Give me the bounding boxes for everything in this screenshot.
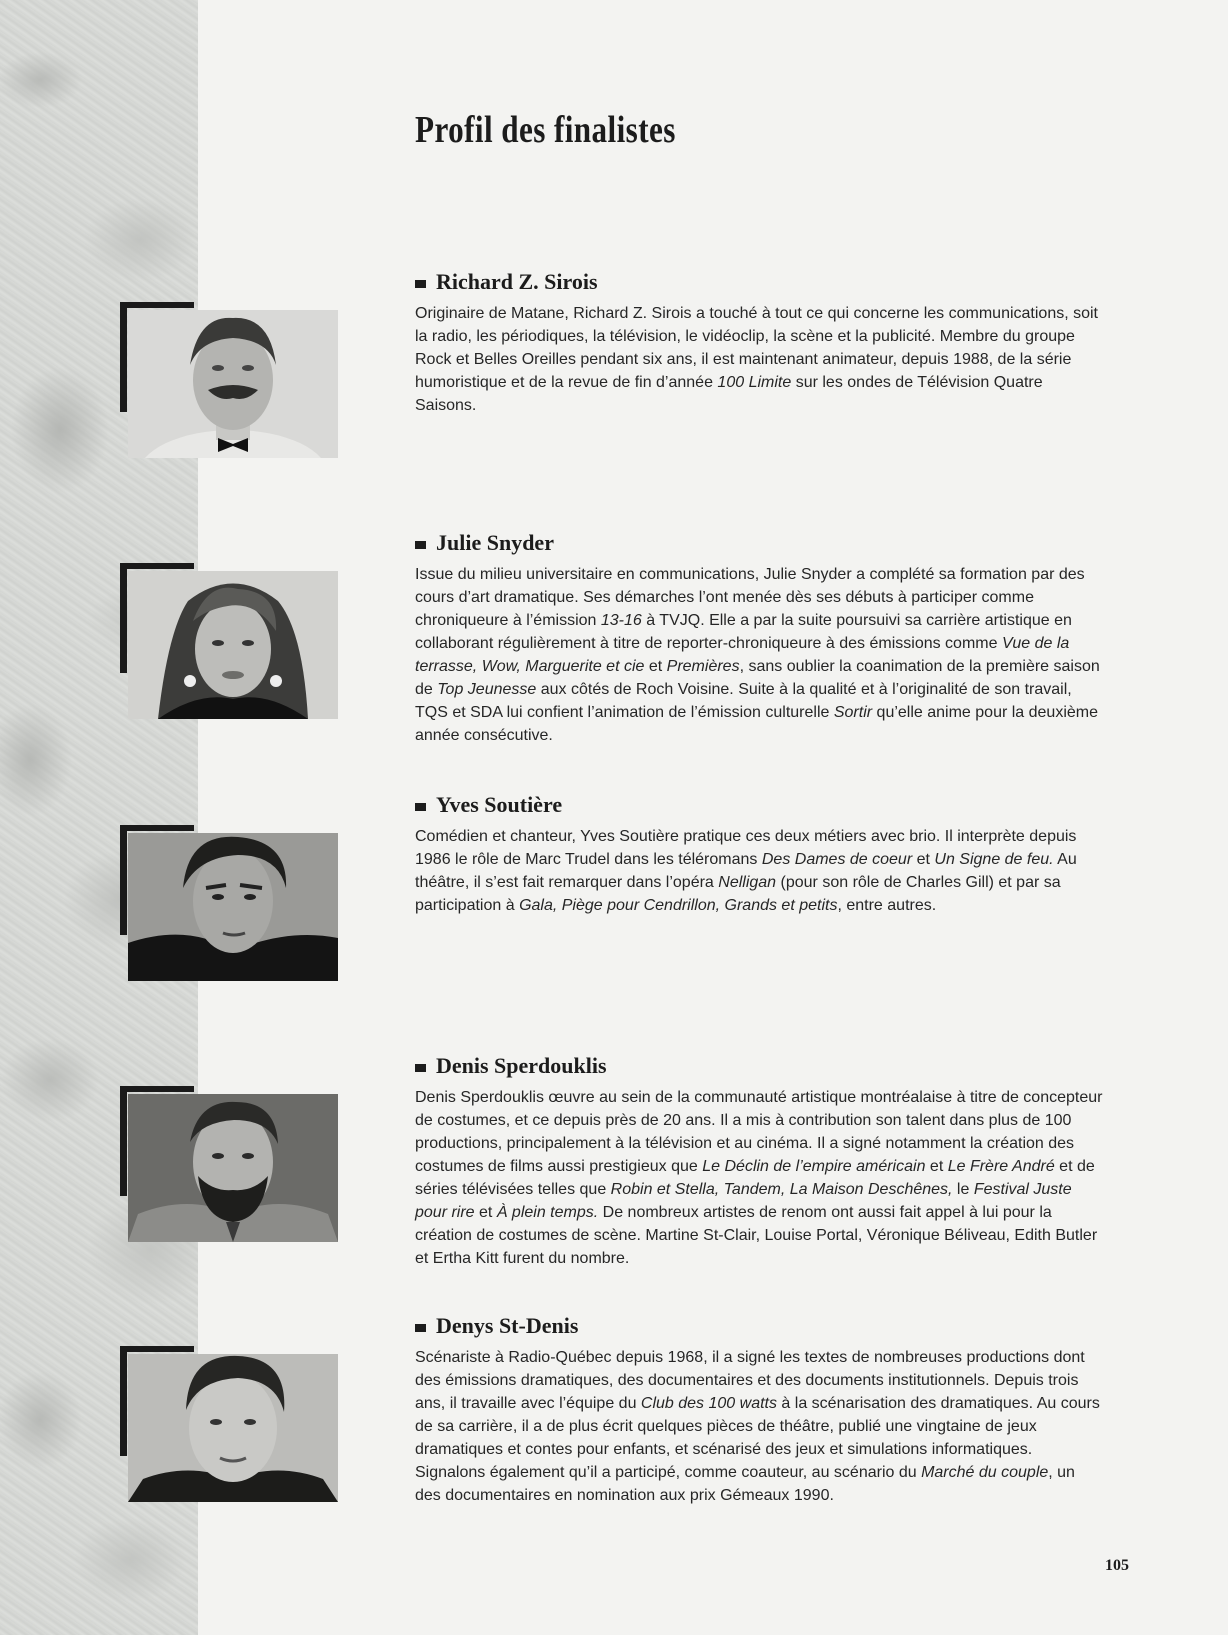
bullet-square — [415, 280, 426, 288]
bio-text: et — [912, 851, 935, 868]
bio-text: De nombreux artistes de renom ont aussi fait appel à lui pour la création de costumes de scène. Martine St-Clair, Louise Portal, Véronique Béliveau, Edith Butler et Ertha Kitt furent du nombre. — [415, 1204, 1098, 1267]
portrait-photo — [128, 310, 338, 458]
bullet-square — [415, 541, 426, 549]
bio-text: Originaire de Matane, Richard Z. Sirois a touché à tout ce qui concerne les communications, soit la radio, les périodiques, la télévision, le vidéoclip, la scène et la publicité. Membre du groupe Rock et Belles Oreilles pendant six ans, il est maintenant animateur, depuis 1988, de la série humoristique et de la revue de fin d’année — [415, 305, 1098, 391]
bio-italic-title: Sortir — [833, 704, 873, 721]
bio-text: Denis Sperdouklis œuvre au sein de la communauté artistique montréalaise à titre de concepteur de costumes, et ce depuis près de 20 ans. Il a mis à contribution son talent dans plus de 100 productions, principalement à la télévision et au cinéma. Il a signé notamment la création des costumes de films aussi prestigieux que — [415, 1089, 1103, 1175]
bio-italic-title: Club des 100 watts — [640, 1395, 777, 1412]
finalist-name: Julie Snyder — [415, 530, 554, 556]
bio-italic-title: Top Jeunesse — [437, 681, 537, 698]
bio-italic-title: À plein temps. — [496, 1204, 599, 1221]
bio-text: Au théâtre, il s’est fait remarquer dans l’opéra — [415, 851, 1077, 891]
bio-text: , entre autres. — [837, 897, 937, 914]
bio-italic-title: Gala, Piège pour Cendrillon, Grands et petits — [519, 897, 838, 914]
finalist-name: Richard Z. Sirois — [415, 269, 598, 295]
bio-text: (pour son rôle de Charles Gill) et par sa participation à — [415, 874, 1061, 914]
bio-text: et — [925, 1158, 948, 1175]
bio-text: qu’elle anime pour la deuxième année consécutive. — [415, 704, 1099, 744]
page-number: 105 — [1105, 1557, 1129, 1574]
finalist-name: Denys St-Denis — [415, 1313, 578, 1339]
bio-text: le — [952, 1181, 974, 1198]
bio-italic-title: Marché du couple — [921, 1464, 1049, 1481]
bio-text: et de séries télévisées telles que — [415, 1158, 1095, 1198]
bio-text: et — [644, 658, 667, 675]
bio-text: à la scénarisation des dramatiques. Au cours de sa carrière, il a de plus écrit quelques pièces de théâtre, publié une vingtaine de jeux dramatiques et contes pour enfants, et scénarisé des jeux et simulations informatiques. Signalons également qu’il a participé, comme coauteur, au scénario du — [415, 1395, 1100, 1481]
finalist-name: Denis Sperdouklis — [415, 1053, 607, 1079]
bio-italic-title: Premières — [666, 658, 740, 675]
bio-italic-title: Nelligan — [718, 874, 777, 891]
bio-text: Issue du milieu universitaire en communications, Julie Snyder a complété sa formation par des cours d’art dramatique. Ses démarches l’ont menée dès ses débuts à participer comme chroniqueure à l’émission — [415, 566, 1085, 629]
bio-italic-title: Le Frère André — [947, 1158, 1055, 1175]
bio-text: Comédien et chanteur, Yves Soutière pratique ces deux métiers avec brio. Il interprète depuis 1986 le rôle de Marc Trudel dans les téléromans — [415, 828, 1077, 868]
bullet-square — [415, 1064, 426, 1072]
finalist-bio — [415, 825, 1105, 917]
bio-italic-title: Des Dames de coeur — [761, 851, 913, 868]
bio-text: Scénariste à Radio-Québec depuis 1968, il a signé les textes de nombreuses productions dont des émissions dramatiques, des documentaires et des documents institutionnels. Depuis trois ans, il travaille avec l’équipe du — [415, 1349, 1085, 1412]
bio-italic-title: Festival Juste pour rire — [415, 1181, 1072, 1221]
bio-italic-title: 100 Limite — [717, 374, 792, 391]
bio-italic-title: Un Signe de feu. — [934, 851, 1054, 868]
finalist-bio — [415, 563, 1105, 747]
bio-italic-title: Vue de la terrasse, Wow, Marguerite et cie — [415, 635, 1070, 675]
bio-text: , un des documentaires en nomination aux prix Gémeaux 1990. — [415, 1464, 1075, 1504]
portrait-photo — [128, 1354, 338, 1502]
bio-text: et — [474, 1204, 497, 1221]
bio-italic-title: Le Déclin de l’empire américain — [702, 1158, 926, 1175]
bio-italic-title: Robin et Stella, Tandem, La Maison Deschênes, — [610, 1181, 953, 1198]
bio-text: , sans oublier la coanimation de la première saison de — [415, 658, 1100, 698]
bullet-square — [415, 803, 426, 811]
portrait-photo — [128, 1094, 338, 1242]
portrait-photo — [128, 833, 338, 981]
finalist-bio — [415, 302, 1105, 417]
finalist-bio — [415, 1086, 1105, 1270]
bio-text: aux côtés de Roch Voisine. Suite à la qualité et à l’originalité de son travail, TQS et SDA lui confient l’animation de l’émission culturelle — [415, 681, 1072, 721]
finalist-name: Yves Soutière — [415, 792, 562, 818]
page-title: Profil des finalistes — [415, 109, 676, 151]
portrait-photo — [128, 571, 338, 719]
bullet-square — [415, 1324, 426, 1332]
bio-italic-title: 13-16 — [600, 612, 642, 629]
bio-text: à TVJQ. Elle a par la suite poursuivi sa carrière artistique en collaborant régulièrement à titre de reporter-chroniqueure à des émissions comme — [415, 612, 1072, 652]
finalist-bio — [415, 1346, 1105, 1507]
bio-text: sur les ondes de Télévision Quatre Saisons. — [415, 374, 1043, 414]
